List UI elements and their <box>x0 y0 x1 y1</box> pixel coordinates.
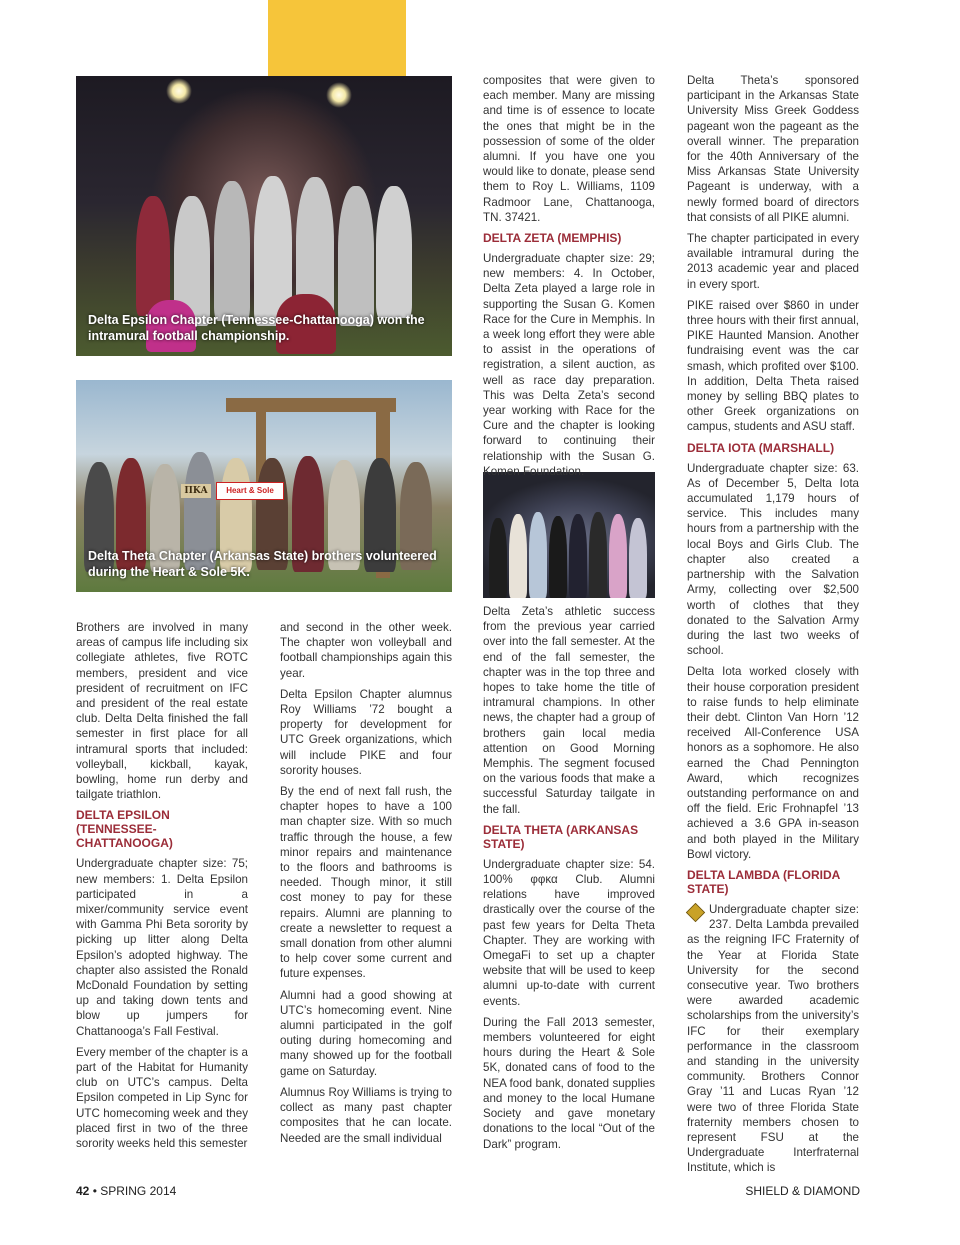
paragraph: Every member of the chapter is a part of the Habitat for Humanity club on UTC’s campus. Delta Epsilon competed in Lip Sync for UTC homecoming week and they placed first in two of the three sorority weeks held this semester <box>76 1045 248 1151</box>
paragraph: Undergraduate chapter size: 63. As of December 5, Delta Iota accumulated 1,179 hours of service. This includes many hours from a partnership with the local Boys and Girls Club. The chapter also created a partnership with the Salvation Army, collecting over $2,500 worth of clothes that they donated to the Salvation Army during the last two weeks of school. <box>687 461 859 658</box>
column-4 <box>687 73 859 1182</box>
photo-caption: Delta Theta Chapter (Arkansas State) brothers volunteered during the Heart & Sole 5K. <box>88 549 437 579</box>
paragraph: Undergraduate chapter size: 54. 100% φφκα Club. Alumni relations have improved drastically over the course of the past few years for Delta Theta Chapter. They are working with OmegaFi to set up a chapter website that will be used to keep alumni up-to-date with current events. <box>483 857 655 1008</box>
paragraph: PIKE raised over $860 in under three hours with their first annual, PIKE Haunted Mansion. Another fundraising event was the car smash, which profited over $100. In addition, Delta Theta raised money by selling BBQ plates to other Greek organizations on campus, students and ASU staff. <box>687 298 859 434</box>
section-heading-delta-epsilon: DELTA EPSILON (TENNESSEE-CHATTANOOGA) <box>76 808 173 851</box>
paragraph: Delta Iota worked closely with their house corporation president to raise funds to help eliminate their debt. Clinton Van Horn ’12 received All-Conference USA honors as a sophomore. He also earned the Chad Pennington Award, which recognizes outstanding performance on and off the field. Eric Frohnapfel ’13 achieved a 3.6 GPA in-season and both played in the Military Bowl victory. <box>687 665 859 861</box>
paragraph: Undergraduate chapter size: 75; new members: 1. Delta Epsilon participated in a mixer/community service event with Gamma Phi Beta sorority by picking up litter along Delta Epsilon’s adopted highway. The chapter also assisted the Ronald McDonald Foundation by setting up and taking down tents and blow up jumpers for Chattanooga’s Fall Festival. <box>76 857 248 1038</box>
accent-bar <box>268 0 406 76</box>
paragraph: Delta Zeta’s athletic success from the previous year carried over into the fall semester. At the end of the fall semester, the chapter was in the top three and hopes to take home the title of intramural champions. In other news, the chapter had a group of brothers gain local media attention on Good Morning Memphis. The segment focused on the various foods that make a successful Saturday tailgate in the fall. <box>483 605 655 816</box>
paragraph: composites that were given to each member. Many are missing and time is of essence to locate the ones that might be in the possession of some of the older alumni. If you have one you would like to donate, please send them to Roy L. Williams, 1109 Radmoor Lane, Chattanooga, TN. 37421. <box>483 74 655 224</box>
stadium-light <box>326 82 352 108</box>
paragraph: Alumni had a good showing at UTC’s homecoming event. Nine alumni participated in the golf outing during homecoming and many showed up for the football game on Saturday. <box>280 988 452 1078</box>
paragraph: and second in the other week. The chapter won volleyball and football championships again this year. <box>280 621 452 680</box>
footer-separator: • <box>92 1184 97 1198</box>
fraternity-badge-icon <box>686 903 705 922</box>
column-3-top <box>483 73 655 485</box>
paragraph: Undergraduate chapter size: 29; new members: 4. In October, Delta Zeta played a large role in supporting the Susan G. Komen Race for the Cure in Memphis. In a week long effort they were able to assist in the operations of registration, a silent auction, as well as race day preparation. This was Delta Zeta’s second year working with Race for the Cure and the chapter is looking forward to continuing their relationship with the Susan G. Komen Foundation. <box>483 252 655 478</box>
column-3-bottom <box>483 604 655 1158</box>
section-heading-delta-iota: DELTA IOTA (MARSHALL) <box>687 440 835 455</box>
column-2 <box>280 620 452 1152</box>
playground-beam <box>226 398 396 412</box>
section-heading-delta-theta: DELTA THETA (ARKANSAS STATE) <box>483 822 639 851</box>
paragraph-with-badge <box>687 902 859 1176</box>
fraternity-banner: ΠΚΑ <box>181 484 211 498</box>
group-of-people <box>483 497 655 598</box>
paragraph: Delta Theta’s sponsored participant in the Arkansas State University Miss Greek Goddess pageant won the pageant as the overall winner. The preparation for the 40th Anniversary of the Miss Arkansas State University Pageant is underway, with a newly formed board of directors that consists of all PIKE alumni. <box>687 74 859 224</box>
paragraph: Brothers are involved in many areas of campus life including six collegiate athletes, five ROTC members, president and vice president of recruitment on IFC and president of the real estate club. Delta Delta finished the fall semester in first place for all intramural sports that included: volleyball, kickball, kayak, bowling, home run derby and tailgate triathlon. <box>76 621 248 802</box>
section-heading-delta-lambda: DELTA LAMBDA (FLORIDA STATE) <box>687 867 840 896</box>
photo-football-team <box>76 76 452 356</box>
paragraph: By the end of next fall rush, the chapter hopes to have a 100 man chapter size. With so much traffic through the house, a few minor repairs and maintenance to the floors and bathrooms is needed. Though minor, it still cost money to pay for these repairs. Alumni are planning to create a newsletter to request a small donation from other alumni to help cover some current and future expenses. <box>280 785 452 981</box>
photo-delta-zeta-group <box>483 472 655 598</box>
column-1 <box>76 620 248 1157</box>
paragraph: Alumnus Roy Williams is trying to collect as many past chapter composites that he can locate. Needed are the small individual <box>280 1085 452 1145</box>
issue-label: SPRING 2014 <box>100 1184 177 1198</box>
paragraph: The chapter participated in every available intramural during the 2013 academic year and placed in every sport. <box>687 232 859 291</box>
magazine-title: SHIELD & DIAMOND <box>745 1184 860 1198</box>
page-number: 42 <box>76 1184 90 1198</box>
paragraph: Delta Epsilon Chapter alumnus Roy Williams ’72 bought a property for development for UTC Greek organizations, which will include PIKE and four sorority houses. <box>280 687 452 777</box>
paragraph-text: Undergraduate chapter size: 237. Delta Lambda prevailed as the reigning IFC Fraternity of the Year at Florida State University for the second consecutive year. Two brothers were awarded academic scholarships from the university’s IFC for their exemplary performance in the classroom and standing in the university community. Brothers Connor Gray ’11 and Lucas Ryan ’12 were two of three Florida State fraternity members chosen to represent FSU at the Undergraduate Interfraternal Institute, which is <box>687 902 859 1175</box>
heart-sole-sign: Heart & Sole <box>216 482 284 500</box>
photo-heart-sole-volunteers <box>76 380 452 592</box>
paragraph: During the Fall 2013 semester, members volunteered for eight hours during the Heart & Sole 5K, donated cans of food to the NEA food bank, donated supplies and money to the local Humane Society and gave monetary donations to the local “Out of the Dark” program. <box>483 1015 655 1151</box>
section-heading-delta-zeta: DELTA ZETA (MEMPHIS) <box>483 231 622 246</box>
stadium-light <box>166 78 192 104</box>
photo-caption: Delta Epsilon Chapter (Tennessee-Chattanooga) won the intramural football championship. <box>88 313 425 343</box>
page-footer-left <box>76 1184 176 1198</box>
